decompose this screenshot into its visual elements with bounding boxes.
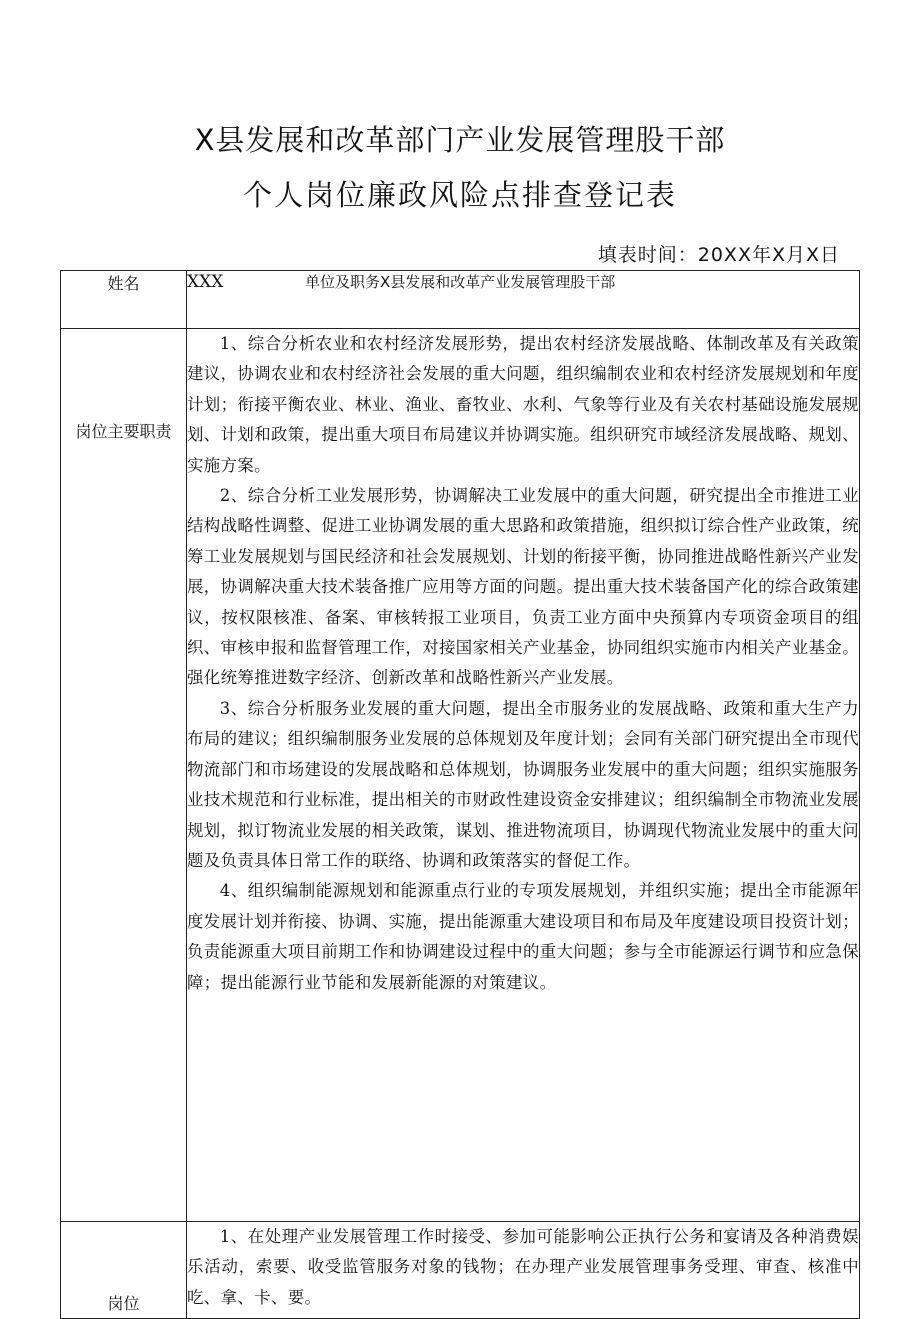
risk-row: [61, 1222, 860, 1319]
duty-paragraph-2: 2、综合分析工业发展形势，协调解决工业发展中的重大问题，研究提出全市推进工业结构战略性调整、促进工业协调发展的重大思路和政策措施，组织拟订综合性产业政策，统筹工业发展规划与国民经济和社会发展规划、计划的衔接平衡，协同推进战略性新兴产业发展，协调解决重大技术装备推广应用等方面的问题。提出重大技术装备国产化的综合政策建议，按权限核准、备案、审核转报工业项目，负责工业方面中央预算内专项资金项目的组织、审核申报和监督管理工作，对接国家相关产业基金，协同组织实施市内相关产业基金。强化统筹推进数字经济、创新改革和战略性新兴产业发展。: [187, 486, 859, 688]
duty-paragraph-1: 1、综合分析农业和农村经济发展形势，提出农村经济发展战略、体制改革及有关政策建议，协调农业和农村经济社会发展的重大问题，组织编制农业和农村经济发展规划和年度计划；衔接平衡农业、林业、渔业、畜牧业、水利、气象等行业及有关农村基础设施发展规划、计划和政策，提出重大项目布局建议并协调实施。组织研究市域经济发展战略、规划、实施方案。: [187, 334, 859, 475]
registration-form-table: [60, 270, 860, 1319]
duty-content-cell: [187, 329, 860, 1222]
unit-label: 单位及职务: [305, 273, 381, 291]
duty-label: 岗位主要职责: [61, 329, 187, 1222]
risk-paragraph-1: 1、在处理产业发展管理工作时接受、参加可能影响公正执行公务和宴请及各种消费娱乐活动，索要、收受监管服务对象的钱物；在办理产业发展管理事务受理、审查、核准中吃、拿、卡、要。: [187, 1227, 859, 1307]
risk-content-cell: [187, 1222, 860, 1319]
name-row: [61, 271, 860, 329]
page-title-line2: 个人岗位廉政风险点排查登记表: [242, 178, 677, 212]
name-value: XXX: [187, 272, 224, 292]
page-title-line1: X县发展和改革部门产业发展管理股干部: [194, 123, 726, 157]
unit-value: X县发展和改革产业发展管理股干部: [380, 273, 616, 291]
risk-label: 岗位: [61, 1222, 187, 1319]
name-content-cell: [187, 271, 860, 329]
duty-row: [61, 329, 860, 1222]
fill-time: 填表时间：20XX年X月X日: [597, 244, 840, 266]
name-label: 姓名: [61, 271, 187, 329]
duty-paragraph-4: 4、组织编制能源规划和能源重点行业的专项发展规划，并组织实施；提出全市能源年度发展计划并衔接、协调、实施，提出能源重大建设项目和布局及年度建设项目投资计划；负责能源重大项目前期工作和协调建设过程中的重大问题；参与全市能源运行调节和应急保障；提出能源行业节能和发展新能源的对策建议。: [187, 881, 859, 992]
duty-paragraph-3: 3、综合分析服务业发展的重大问题，提出全市服务业的发展战略、政策和重大生产力布局的建议；组织编制服务业发展的总体规划及年度计划；会同有关部门研究提出全市现代物流部门和市场建设的发展战略和总体规划，协调服务业发展中的重大问题；组织实施服务业技术规范和行业标准，提出相关的市财政性建设资金安排建议；组织编制全市物流业发展规划，拟订物流业发展的相关政策，谋划、推进物流项目，协调现代物流业发展中的重大问题及负责具体日常工作的联络、协调和政策落实的督促工作。: [187, 698, 859, 870]
